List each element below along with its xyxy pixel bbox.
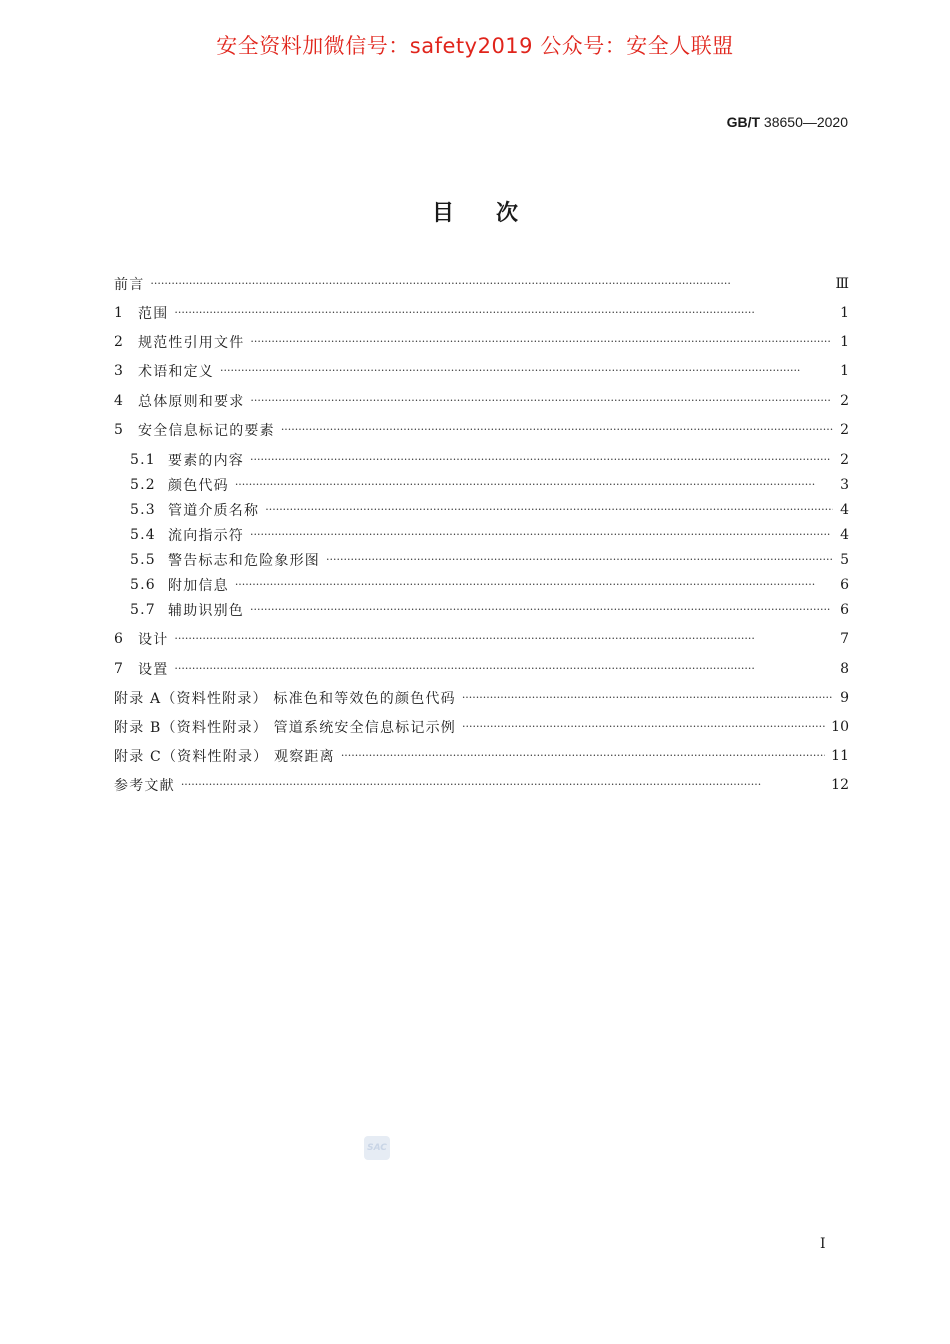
watermark-banner: 安全资料加微信号：safety2019 公众号：安全人联盟 bbox=[216, 34, 734, 58]
toc-dot-leader bbox=[462, 687, 833, 709]
toc-dot-leader bbox=[220, 360, 833, 382]
toc-entry-label: 总体原则和要求 bbox=[138, 394, 245, 410]
toc-entry[interactable] bbox=[114, 716, 849, 738]
toc-entry-number: 2 bbox=[114, 334, 125, 350]
toc-entry-label: 警告标志和危险象形图 bbox=[168, 553, 320, 569]
toc-entry-number: 4 bbox=[114, 393, 125, 409]
toc-dot-leader bbox=[250, 524, 833, 546]
toc-entry-label: 附加信息 bbox=[168, 578, 229, 594]
standard-prefix: GB/T bbox=[726, 114, 761, 130]
toc-entry[interactable] bbox=[114, 774, 849, 796]
toc-entry-number: 5.5 bbox=[130, 552, 156, 568]
toc-entry-label: 管道介质名称 bbox=[168, 503, 260, 519]
toc-entry-label: 术语和定义 bbox=[138, 364, 214, 380]
toc-entry-page: 5 bbox=[840, 552, 849, 568]
toc-entry-label: 安全信息标记的要素 bbox=[138, 423, 275, 439]
toc-entry-page: 6 bbox=[840, 602, 849, 618]
toc-entry[interactable] bbox=[130, 499, 849, 521]
toc-entry-label: 设计 bbox=[138, 632, 169, 648]
sac-logo: SAC bbox=[364, 1136, 390, 1160]
toc-dot-leader bbox=[174, 658, 833, 680]
toc-entry[interactable] bbox=[114, 302, 849, 324]
toc-entry-page: 3 bbox=[840, 477, 849, 493]
toc-dot-leader bbox=[150, 273, 829, 295]
toc-entry[interactable] bbox=[114, 390, 849, 412]
toc-dot-leader bbox=[250, 331, 833, 353]
toc-entry-page: Ⅲ bbox=[835, 276, 849, 292]
toc-entry[interactable] bbox=[114, 745, 849, 767]
toc-entry-number: 1 bbox=[114, 305, 125, 321]
toc-entry-number: 5.7 bbox=[130, 602, 156, 618]
toc-entry[interactable] bbox=[130, 474, 849, 496]
toc-dot-leader bbox=[181, 774, 825, 796]
toc-dot-leader bbox=[462, 716, 825, 738]
toc-entry-label: 辅助识别色 bbox=[168, 603, 244, 619]
toc-entry-number: 5.3 bbox=[130, 502, 156, 518]
toc-entry[interactable] bbox=[114, 628, 849, 650]
toc-entry-number: 6 bbox=[114, 631, 125, 647]
toc-entry-page: 6 bbox=[840, 577, 849, 593]
toc-entry-label: 附录 C（资料性附录） 观察距离 bbox=[114, 749, 335, 765]
toc-dot-leader bbox=[326, 549, 833, 571]
toc-dot-leader bbox=[235, 574, 833, 596]
toc-entry[interactable] bbox=[114, 419, 849, 441]
toc-entry-label: 附录 B（资料性附录） 管道系统安全信息标记示例 bbox=[114, 720, 456, 736]
toc-entry-page: 9 bbox=[840, 690, 849, 706]
toc-entry-page: 4 bbox=[840, 527, 849, 543]
toc-entry[interactable] bbox=[114, 273, 849, 295]
toc-entry-label: 要素的内容 bbox=[168, 453, 244, 469]
toc-entry-label: 规范性引用文件 bbox=[138, 335, 245, 351]
toc-entry[interactable] bbox=[130, 599, 849, 621]
toc-entry[interactable] bbox=[130, 574, 849, 596]
page-number: I bbox=[820, 1236, 826, 1252]
toc-dot-leader bbox=[250, 390, 833, 412]
toc-entry[interactable] bbox=[114, 331, 849, 353]
toc-entry-page: 11 bbox=[831, 748, 849, 764]
toc-entry-number: 5 bbox=[114, 422, 125, 438]
toc-title: 目次 bbox=[431, 201, 560, 226]
toc-entry-page: 2 bbox=[840, 393, 849, 409]
toc-entry[interactable] bbox=[130, 549, 849, 571]
toc-entry[interactable] bbox=[130, 524, 849, 546]
toc-entry-label: 流向指示符 bbox=[168, 528, 244, 544]
toc-entry-number: 3 bbox=[114, 363, 125, 379]
toc-dot-leader bbox=[341, 745, 825, 767]
toc-dot-leader bbox=[281, 419, 833, 441]
toc-entry-number: 7 bbox=[114, 661, 125, 677]
toc-entry[interactable] bbox=[130, 449, 849, 471]
toc-entry-page: 8 bbox=[840, 661, 849, 677]
toc-entry-page: 1 bbox=[840, 305, 849, 321]
toc-entry-label: 设置 bbox=[138, 662, 169, 678]
toc-entry-number: 5.2 bbox=[130, 477, 156, 493]
standard-number bbox=[727, 114, 848, 130]
toc-entry-label: 附录 A（资料性附录） 标准色和等效色的颜色代码 bbox=[114, 691, 456, 707]
toc-entry-page: 12 bbox=[831, 777, 849, 793]
toc-dot-leader bbox=[265, 499, 833, 521]
toc-entry[interactable] bbox=[114, 360, 849, 382]
toc-dot-leader bbox=[250, 599, 833, 621]
toc-entry-label: 颜色代码 bbox=[168, 478, 229, 494]
toc-entry-page: 4 bbox=[840, 502, 849, 518]
toc-dot-leader bbox=[235, 474, 833, 496]
toc-entry-label: 参考文献 bbox=[114, 778, 175, 794]
toc-entry-page: 1 bbox=[840, 334, 849, 350]
toc-entry[interactable] bbox=[114, 658, 849, 680]
toc-entry-page: 2 bbox=[840, 422, 849, 438]
toc-dot-leader bbox=[250, 449, 833, 471]
toc-entry-page: 1 bbox=[840, 363, 849, 379]
toc-entry-label: 前言 bbox=[114, 277, 145, 293]
toc-entry-label: 范围 bbox=[138, 306, 169, 322]
toc-dot-leader bbox=[174, 302, 833, 324]
toc-dot-leader bbox=[174, 628, 833, 650]
toc-entry-number: 5.4 bbox=[130, 527, 156, 543]
toc-entry-page: 10 bbox=[831, 719, 849, 735]
toc-entry-number: 5.6 bbox=[130, 577, 156, 593]
toc-entry[interactable] bbox=[114, 687, 849, 709]
toc-entry-number: 5.1 bbox=[130, 452, 156, 468]
toc-entry-page: 7 bbox=[840, 631, 849, 647]
standard-code: 38650—2020 bbox=[763, 114, 848, 130]
toc-entry-page: 2 bbox=[840, 452, 849, 468]
